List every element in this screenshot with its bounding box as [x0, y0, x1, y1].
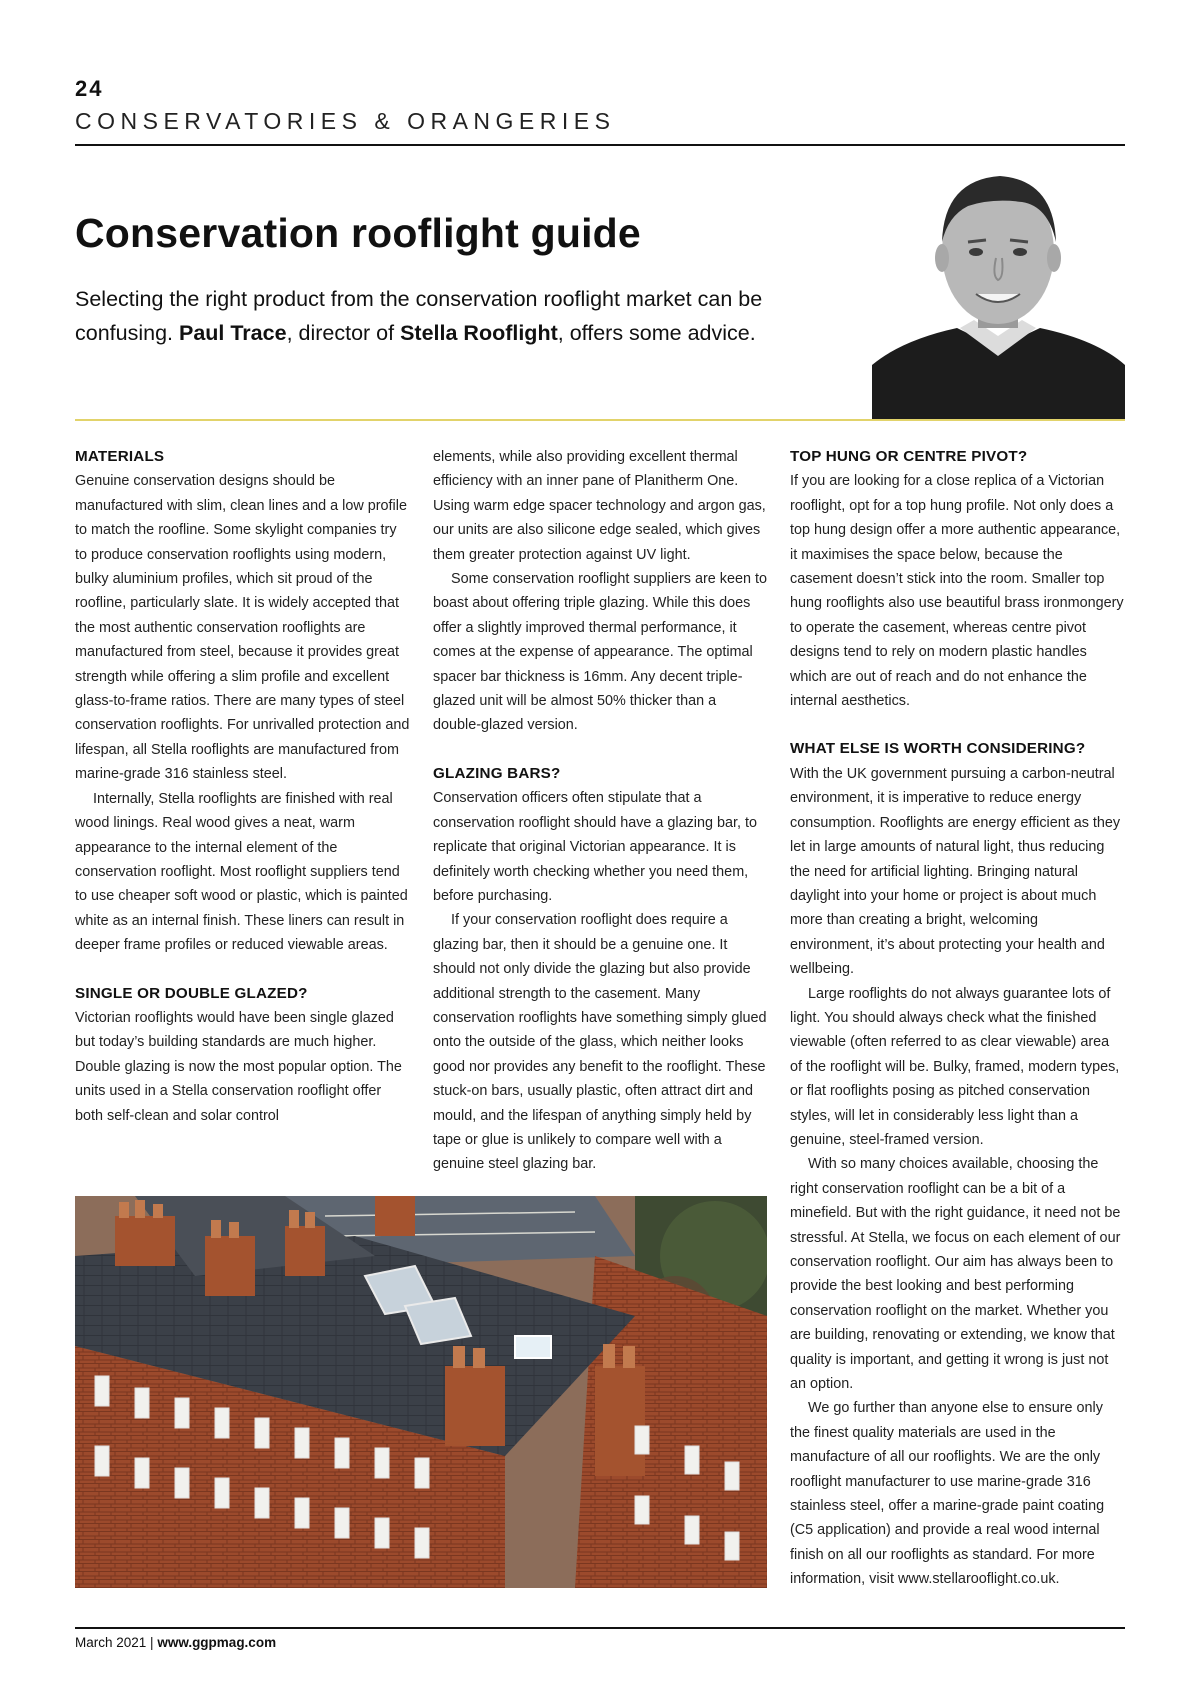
author-name: Paul Trace: [178, 321, 287, 345]
accent-divider: [75, 419, 1125, 421]
rooftop-photo: [75, 1196, 767, 1588]
standfirst-lead: Selecting the right product from the conservation rooflight market can be confusing.: [75, 287, 763, 345]
paragraph: Victorian rooflights would have been single glazed but today’s building standards are much higher. Double glazing is now the most popular option. The units used in a Stella conservation rooflight offer both self-clean and solar control: [75, 1009, 402, 1124]
footer-separator: |: [146, 1635, 158, 1650]
heading-glazing: SINGLE OR DOUBLE GLAZED?: [75, 984, 308, 1002]
paragraph: elements, while also providing excellent thermal efficiency with an inner pane of Planitherm One. Using warm edge spacer technology and argon gas, our units are also silicone edge sealed, which gives them greater protection against UV light.: [433, 449, 766, 563]
section-title: CONSERVATORIES & ORANGERIES: [75, 108, 616, 134]
issue-date: March 2021: [75, 1635, 147, 1650]
heading-materials: MATERIALS: [75, 448, 165, 465]
text-column-2: [433, 445, 768, 1177]
website-link[interactable]: www.ggpmag.com: [157, 1635, 277, 1650]
heading-what-else: WHAT ELSE IS WORTH CONSIDERING?: [790, 740, 1086, 758]
standfirst-tail: , offers some advice.: [557, 321, 756, 345]
footer-divider: [75, 1627, 1125, 1629]
header-divider: [75, 144, 1125, 146]
paragraph: With so many choices available, choosing the right conservation rooflight can be a bit of a minefield. But with the right guidance, it need not be stressful. At Stella, we focus on each element of our conservation rooflight. Our aim has always been to provide the best looking and best performing conservation rooflight on the market. Whether you are building, renovating or extending, we know that quality is important, and getting it wrong is just not an option.: [790, 1156, 1121, 1393]
heading-glazing-bars: GLAZING BARS?: [433, 764, 561, 782]
page-footer: [75, 1635, 276, 1650]
paragraph: Internally, Stella rooflights are finished with real wood linings. Real wood gives a neat, warm appearance to the internal element of the conservation rooflight. Most rooflight suppliers tend to use cheaper soft wood or plastic, which is painted white as an internal finish. These liners can result in deeper frame profiles or reduced viewable areas.: [75, 790, 408, 954]
text-column-3: [790, 445, 1125, 1592]
paragraph: If you are looking for a close replica of a Victorian rooflight, opt for a top hung profile. Not only does a top hung design offer a more authentic appearance, it maximises the space below, because the casement doesn’t stick into the room. Smaller top hung rooflights also use beautiful brass ironmongery to operate the casement, whereas centre pivot designs tend to rely on modern plastic handles which are out of reach and do not enhance the internal aesthetics.: [790, 473, 1124, 710]
paragraph: Genuine conservation designs should be manufactured with slim, clean lines and a low profile to match the roofline. Some skylight companies try to produce conservation rooflights using modern, bulky aluminium profiles, which sit proud of the roofline, particularly slate. It is widely accepted that the most authentic conservation rooflights are manufactured from steel, because it provides great strength while offering a slim profile and excellent glass-to-frame ratios. There are many types of steel conservation rooflights. For unrivalled protection and lifespan, all Stella rooflights are manufactured from marine-grade 316 stainless steel.: [75, 473, 410, 783]
text-column-1: [75, 445, 410, 1128]
author-portrait: [872, 160, 1125, 420]
page-number: 24: [75, 76, 104, 101]
heading-top-hung: TOP HUNG OR CENTRE PIVOT?: [790, 448, 1028, 465]
article-title: Conservation rooflight guide: [75, 210, 641, 256]
paragraph: If your conservation rooflight does require a glazing bar, then it should be a genuine one. It should not only divide the glazing but also provide additional strength to the casement. Many conservation rooflights have something simply glued onto the outside of the glass, which neither looks good nor provides any benefit to the rooflight. These stuck-on bars, usually plastic, often attract dirt and mould, and the lifespan of anything simply held by tape or glue is unlikely to compare well with a genuine steel glazing bar.: [433, 912, 767, 1173]
paragraph: Conservation officers often stipulate that a conservation rooflight should have a glazing bar, to replicate that original Victorian appearance. It is definitely worth checking whether you need them, before purchasing.: [433, 790, 757, 904]
article-standfirst: [75, 282, 815, 350]
paragraph: We go further than anyone else to ensure only the finest quality materials are used in the manufacture of all our rooflights. We are the only rooflight manufacturer to use marine-grade 316 stainless steel, offer a marine-grade paint coating (C5 application) and provide a real wood internal finish on all our rooflights as standard. For more information, visit www.stellarooflight.co.uk.: [790, 1400, 1105, 1588]
paragraph: Large rooflights do not always guarantee lots of light. You should always check what the finished viewable (often referred to as clear viewable) area of the rooflight will be. Bulky, framed, modern types, or flat rooflights posing as pitched conservation styles, will let in considerably less light than a genuine, steel-framed version.: [790, 985, 1120, 1148]
company-name: Stella Rooflight: [400, 321, 558, 345]
standfirst-mid: , director of: [286, 321, 401, 345]
paragraph: Some conservation rooflight suppliers are keen to boast about offering triple glazing. While this does offer a slightly improved thermal performance, it comes at the expense of appearance. The optimal spacer bar thickness is 16mm. Any decent triple-glazed unit will be almost 50% thicker than a double-glazed version.: [433, 571, 767, 734]
paragraph: With the UK government pursuing a carbon-neutral environment, it is imperative to reduce energy consumption. Rooflights are energy efficient as they let in large amounts of natural light, thus reducing the need for artificial lighting. Bringing natural daylight into your home or project is about much more than creating a bright, welcoming environment, it’s about protecting your health and wellbeing.: [790, 765, 1121, 978]
